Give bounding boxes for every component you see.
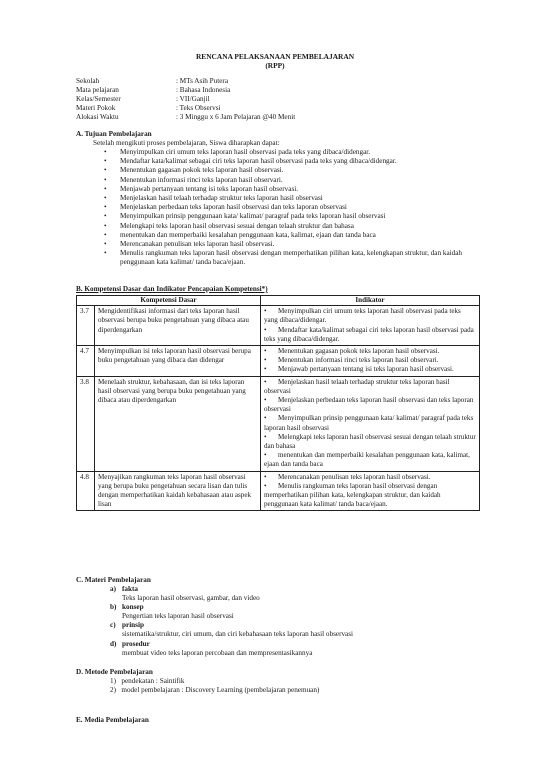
objectives-list — [93, 148, 488, 268]
kd-text: Mengidentifikasi informasi dari teks laporan hasil observasi berupa buku pengetahuan yang dibaca atau diperdengarkan — [95, 306, 261, 346]
kd-number: 3.7 — [77, 306, 95, 346]
material-label: fakta — [122, 585, 138, 593]
indicator-cell — [261, 471, 480, 511]
indicator-cell — [261, 306, 480, 346]
list-item: • Menulis rangkuman teks laporan hasil observasi dengan memperhatikan pilihan kata, kelengkapan struktur, dan kaidah penggunaan kata kalimat/ tanda baca/ejaan. — [93, 249, 488, 267]
table-row — [77, 376, 480, 471]
kd-text: Menelaah struktur, kebahasaan, dan isi teks laporan hasil observasi yang berupa buku pengetahuan yang dibaca atau diperdengarkan — [95, 376, 261, 471]
material-letter: c) — [110, 621, 116, 629]
column-header-kd: Kompetensi Dasar — [77, 296, 261, 306]
identity-value: : 3 Minggu x 6 Jam Pelajaran @40 Menit — [176, 113, 296, 121]
table-row — [77, 306, 480, 346]
list-item: • menentukan dan memperbaiki kesalahan penggunaan kata, kalimat, ejaan dan tanda baca — [93, 231, 488, 240]
material-text: Teks laporan hasil observasi, gambar, dan video — [122, 594, 260, 602]
identity-value: : VII/Ganjil — [176, 95, 210, 103]
indicator-item: • menentukan dan memperbaiki kesalahan penggunaan kata, kalimat, ejaan dan tanda baca — [264, 451, 470, 469]
list-item: • Menjawab pertanyaan tentang isi teks laporan hasil observasi. — [93, 185, 488, 194]
indicator-item: • Menentukan informasi rinci teks laporan hasil observari. — [264, 356, 439, 365]
material-label: konsep — [122, 603, 144, 611]
material-letter: a) — [110, 585, 116, 593]
indicator-cell — [261, 376, 480, 471]
material-letter: b) — [110, 603, 117, 611]
identity-label: Materi Pokok — [76, 104, 116, 112]
section-a-intro: Setelah mengikuti proses pembelajaran, Siswa diharapkan dapat: — [93, 139, 280, 147]
column-header-indicator: Indikator — [261, 296, 480, 306]
indicator-item: • Menyimpulkan prinsip penggunaan kata/ kalimat/ paragraf pada teks laporan hasil observasi — [264, 414, 474, 432]
indicator-item: • Menjelaskan perbedaan teks laporan hasil observasi dan teks laporan observasi — [264, 396, 474, 414]
identity-label: Alokasi Waktu — [76, 113, 119, 121]
list-item: • Menjelaskan hasil telaah terhadap struktur teks laporan hasil observasi — [93, 194, 488, 203]
list-item: • Mendaftar kata/kalimat sebagai ciri teks laporan hasil observasi pada teks yang dibaca/didengar. — [93, 157, 488, 166]
indicator-cell — [261, 346, 480, 377]
identity-value: : Bahasa Indonesia — [176, 86, 231, 94]
indicator-item: • Menentukan gagasan pokok teks laporan hasil observasi. — [264, 347, 440, 356]
material-text: Pengertian teks laporan hasil observasi — [122, 612, 234, 620]
material-text: sistematika/struktur, ciri umum, dan ciri kebahasaan teks laporan hasil observasi — [122, 630, 354, 638]
section-e-heading: E. Media Pembelajaran — [76, 716, 149, 724]
table-row — [77, 346, 480, 377]
identity-label: Sekolah — [76, 77, 100, 85]
list-item: • Menentukan gagasan pokok teks laporan hasil observasi. — [93, 166, 488, 175]
indicator-item: • Menjelaskan hasil telaah terhadap struktur teks laporan hasil observasi — [264, 377, 450, 395]
indicator-item: • Menulis rangkuman teks laporan hasil observasi dengan memperhatikan pilihan kata, kelengkapan struktur, dan kaidah penggunaan kata kalimat/ tanda baca/ejaan. — [264, 481, 441, 509]
kd-number: 4.7 — [77, 346, 95, 377]
identity-label: Mata pelajaran — [76, 86, 119, 94]
section-a-heading: A. Tujuan Pembelajaran — [76, 130, 152, 138]
table-header-row — [77, 296, 480, 306]
list-item: • Menyimpulkan ciri umum teks laporan hasil observasi pada teks yang dibaca/didengar. — [93, 148, 488, 157]
kd-number: 4.8 — [77, 471, 95, 511]
document-title: RENCANA PELAKSANAAN PEMBELAJARAN — [195, 52, 355, 61]
competency-table — [76, 295, 480, 511]
document-subtitle: (RPP) — [265, 61, 285, 70]
indicator-item: • Menyimpulkan ciri umum teks laporan hasil observasi pada teks yang dibaca/didengar. — [264, 307, 461, 325]
identity-label: Kelas/Semester — [76, 95, 121, 103]
table-row — [77, 471, 480, 511]
section-c-heading: C. Materi Pembelajaran — [76, 576, 151, 584]
list-item: • Menyimpulkan prinsip penggunaan kata/ kalimat/ paragraf pada teks laporan hasil observasi — [93, 212, 488, 221]
list-item: • Menentukan informasi rinci teks laporan hasil observari. — [93, 176, 488, 185]
material-letter: d) — [110, 640, 117, 648]
material-label: prosedur — [122, 640, 150, 648]
kd-text: Menyimpulkan isi teks laporan hasil observasi berupa buku pengetahuan yang dibaca dan didengar — [95, 346, 261, 377]
section-d-heading: D. Metode Pembelajaran — [76, 668, 153, 676]
list-item: • Merencanakan penulisan teks laporan hasil observasi. — [93, 240, 488, 249]
identity-value: : Teks Observsi — [176, 104, 221, 112]
material-label: prinsip — [122, 621, 144, 629]
indicator-item: • Melengkapi teks laporan hasil observasi sesuai dengan telaah struktur dan bahasa — [264, 432, 476, 451]
kd-number: 3.8 — [77, 376, 95, 471]
method-item: 1) pendekatan : Saintifik — [110, 677, 185, 685]
indicator-item: • Merencanakan penulisan teks laporan hasil observasi. — [264, 472, 431, 481]
indicator-item: • Mendaftar kata/kalimat sebagai ciri teks laporan hasil observasi pada teks yang dibaca/didengar. — [264, 325, 474, 343]
indicator-item: • Menjawab pertanyaan tentang isi teks laporan hasil observasi. — [264, 365, 454, 374]
list-item: • Melengkapi teks laporan hasil observasi sesuai dengan telaah struktur dan bahasa — [93, 222, 488, 231]
method-item: 2) model pembelajaran : Discovery Learning (pembelajaran penemuan) — [110, 686, 320, 694]
list-item: • Menjelaskan perbedaan teks laporan hasil observasi dan teks laporan observasi — [93, 203, 488, 212]
section-b-heading: B. Kompetensi Dasar dan Indikator Pencapaian Kompetensi*) — [76, 285, 268, 293]
identity-value: : MTs Asih Putera — [176, 77, 229, 85]
material-text: membuat video teks laporan percobaan dan mempresentasikannya — [122, 649, 313, 657]
kd-text: Menyajikan rangkuman teks laporan hasil observasi yang berupa buku pengetahuan secara lisan dan tulis dengan memperhatikan kaidah kebahasaan atau aspek lisan — [95, 471, 261, 511]
